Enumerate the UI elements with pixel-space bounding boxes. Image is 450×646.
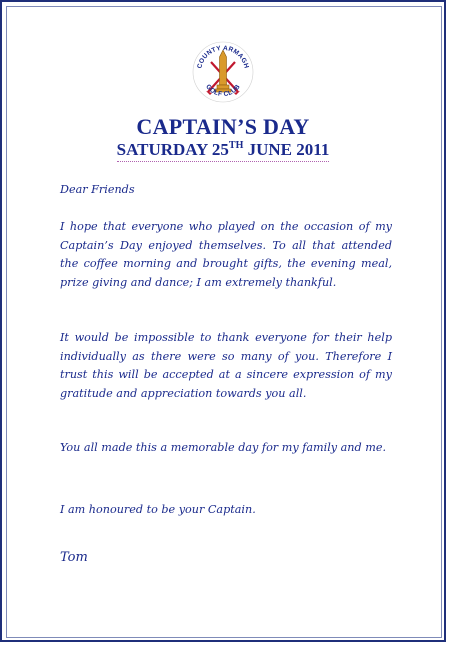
date-ordinal: TH [228,140,244,151]
event-date [0,140,446,162]
letter-greeting: Dear Friends [60,183,135,196]
event-date-line [117,140,330,162]
obelisk-golf-clubs-icon [191,40,255,104]
logo-text-bottom: GOLF CLUB [204,83,242,99]
golf-club-logo [191,40,255,104]
page-title: CAPTAIN’S DAY [136,114,310,139]
letter-paragraph-4: I am honoured to be your Captain. [60,503,256,516]
date-suffix: JUNE 2011 [243,140,330,159]
letter-paragraph-2: It would be impossible to thank everyone for their help individually as there were so many of you. Therefore I trust this will be accepted at a sincere expression of my gratitude and appreciation towards you all. [60,331,392,400]
letter-paragraph-3: You all made this a memorable day for my family and me. [60,441,387,454]
letter-paragraph-1: I hope that everyone who played on the occasion of my Captain’s Day enjoyed themselves. To all that attended the coffee morning and brought gifts, the evening meal, prize giving and dance; I am extremely thankful. [60,220,392,289]
logo-text-top: COUNTY ARMAGH [196,44,250,70]
date-prefix: SATURDAY 25 [116,140,229,159]
letter-signature: Tom [60,550,88,565]
